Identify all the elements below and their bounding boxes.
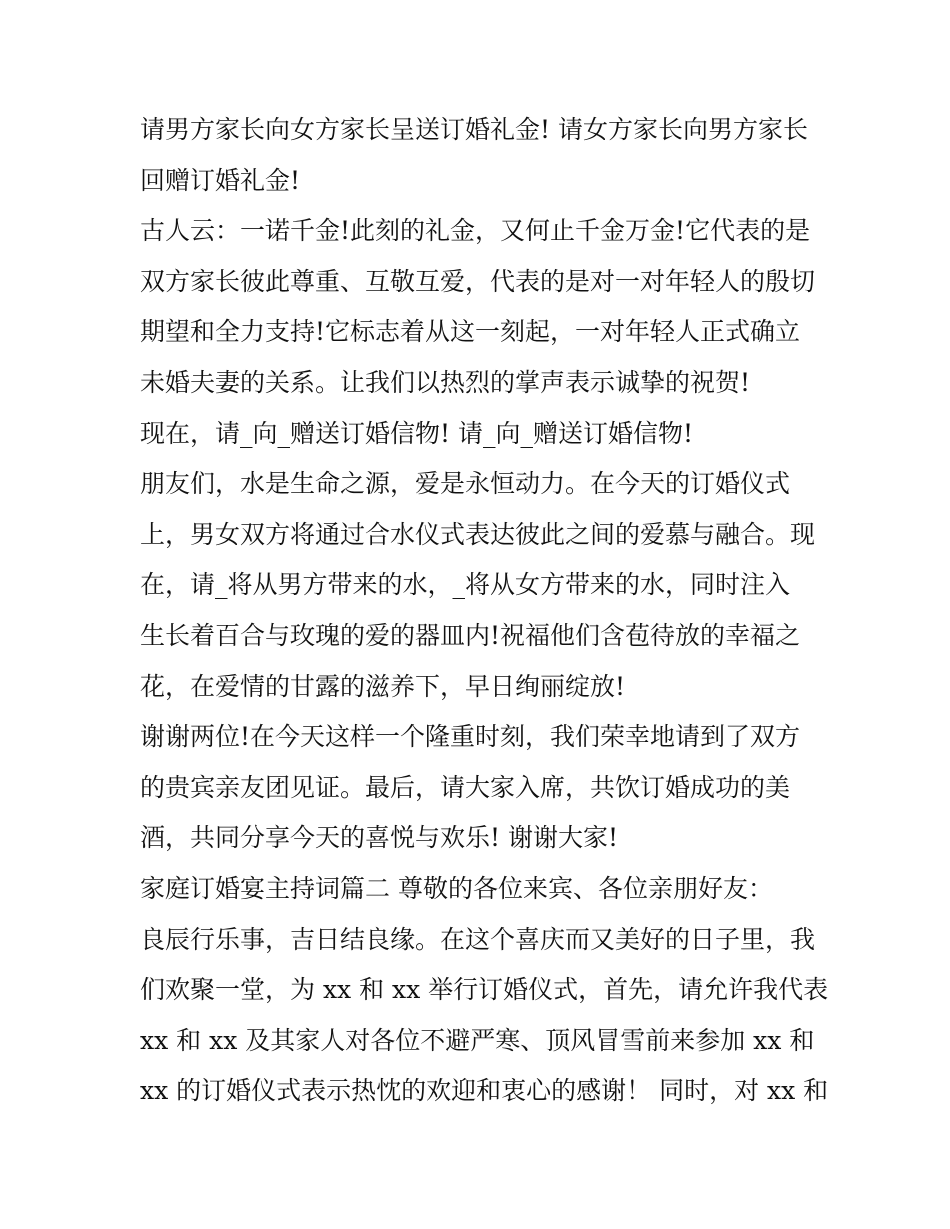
text-line: 家庭订婚宴主持词篇二 尊敬的各位来宾、各位亲朋好友： xyxy=(140,874,773,903)
text-line: 期望和全力支持!它标志着从这一刻起，一对年轻人正式确立 xyxy=(140,317,801,346)
text-line: 回赠订婚礼金! xyxy=(140,166,301,195)
text-line: xx 的订婚仪式表示热忱的欢迎和衷心的感谢！ 同时，对 xx 和 xyxy=(140,1076,829,1105)
text-line: 双方家长彼此尊重、互敬互爱，代表的是对一对年轻人的殷切 xyxy=(140,267,816,296)
text-line: 们欢聚一堂，为 xx 和 xx 举行订婚仪式，首先，请允许我代表 xyxy=(140,975,829,1004)
text-line: 酒，共同分享今天的喜悦与欢乐! 谢谢大家! xyxy=(140,823,619,852)
text-line: xx 和 xx 及其家人对各位不避严寒、顶风冒雪前来参加 xx 和 xyxy=(140,1026,815,1055)
text-line: 朋友们，水是生命之源，爱是永恒动力。在今天的订婚仪式 xyxy=(140,469,791,498)
text-line: 古人云：一诺千金!此刻的礼金，又何止千金万金!它代表的是 xyxy=(140,216,811,245)
text-line: 请男方家长向女方家长呈送订婚礼金! 请女方家长向男方家长 xyxy=(140,115,808,144)
text-line: 上，男女双方将通过合水仪式表达彼此之间的爱慕与融合。现 xyxy=(140,520,816,549)
text-line: 花，在爱情的甘露的滋养下，早日绚丽绽放! xyxy=(140,672,626,701)
text-line: 良辰行乐事，吉日结良缘。在这个喜庆而又美好的日子里，我 xyxy=(140,925,816,954)
text-line: 谢谢两位!在今天这样一个隆重时刻，我们荣幸地请到了双方 xyxy=(140,722,801,751)
text-line: 生长着百合与玫瑰的爱的器皿内!祝福他们含苞待放的幸福之 xyxy=(140,621,801,650)
text-line: 未婚夫妻的关系。让我们以热烈的掌声表示诚挚的祝贺! xyxy=(140,368,751,397)
text-line: 在，请_将从男方带来的水，_将从女方带来的水，同时注入 xyxy=(140,570,791,599)
text-line: 现在，请_向_赠送订婚信物! 请_向_赠送订婚信物! xyxy=(140,419,694,448)
text-line: 的贵宾亲友团见证。最后，请大家入席，共饮订婚成功的美 xyxy=(140,773,791,802)
